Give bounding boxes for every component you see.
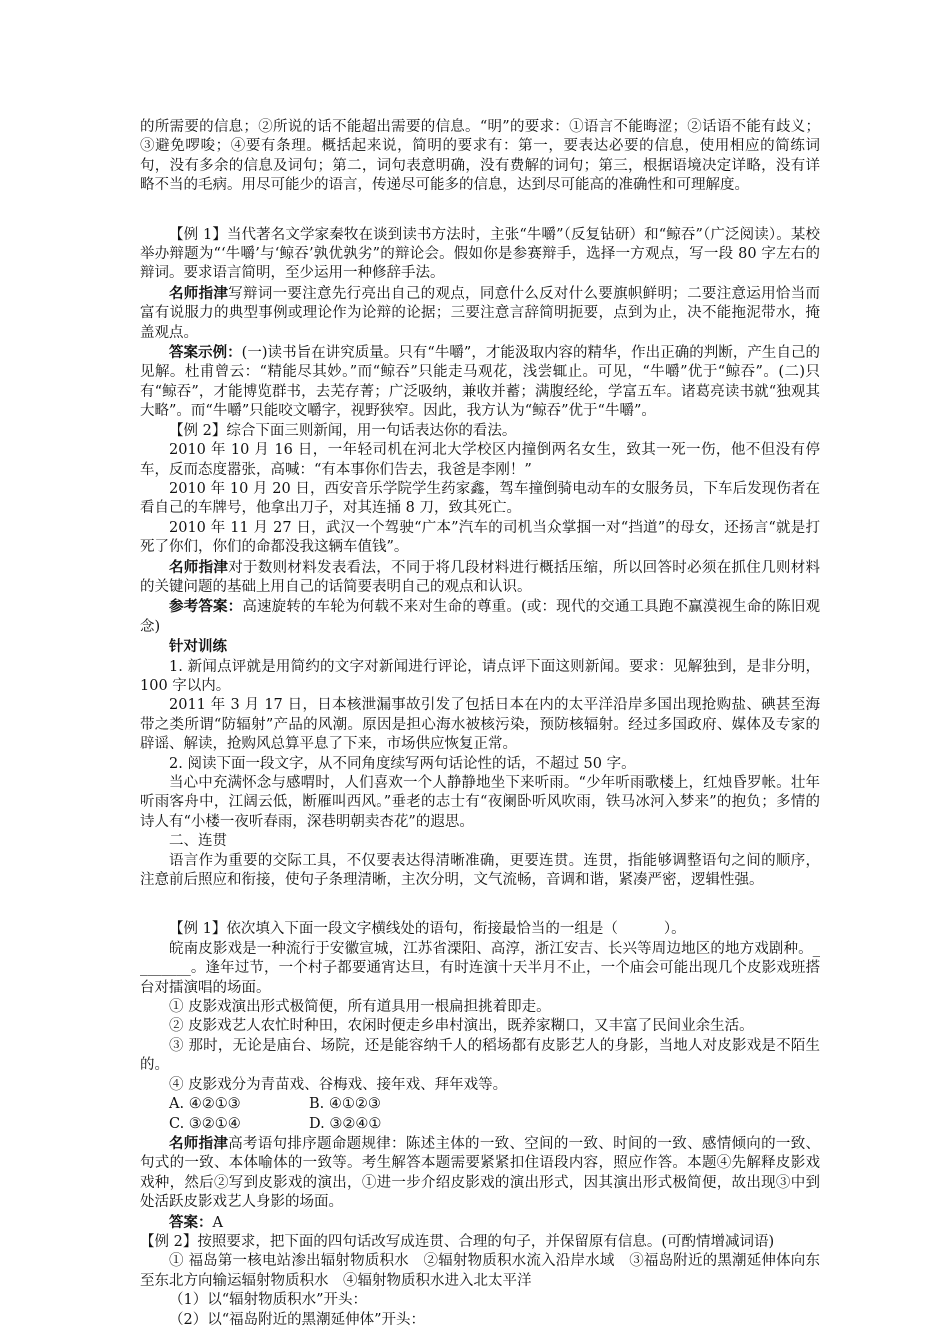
guide-label: 名师指津 — [169, 1134, 229, 1152]
option-a: A. ④②①③ — [169, 1096, 241, 1113]
example-4-items: ① 福岛第一核电站渗出辐射物质积水 ②辐射物质积水流入沿岸水域 ③福岛附近的黑潮延伸体向东至东北方向输运辐射物质积水 ④辐射物质积水进入北太平洋 — [140, 1253, 820, 1289]
example-3-passage: 皖南皮影戏是一种流行于安徽宣城，江苏省溧阳、高淳，浙江安吉、长兴等周边地区的地方戏剧种。________。逢年过节，一个村子都要通宵达旦，有时连演十天半月不止，一个庙会可能出现几个皮影戏班搭台对擂演唱的场面。 — [140, 940, 820, 996]
example-4-question: 【例 2】按照要求，把下面的四句话改写成连贯、合理的句子，并保留原有信息。(可酌情增减词语) — [140, 1233, 775, 1250]
training-question-1-news: 2011 年 3 月 17 日，日本核泄漏事故引发了包括日本在内的太平洋沿岸多国出现抢购盐、碘甚至海带之类所谓“防辐射”产品的风潮。原因是担心海水被核污染，预防核辐射。经过多国政府、媒体及专家的辟谣、解读，抢购风总算平息了下来，市场供应恢复正常。 — [140, 697, 820, 753]
training-title: 针对训练 — [169, 638, 227, 656]
answer-label: 答案示例： — [169, 344, 242, 362]
sentence-item: ④ 皮影戏分为青苗戏、谷梅戏、接年戏、拜年戏等。 — [169, 1076, 508, 1093]
example-1-label: 【例 1】 — [169, 226, 227, 243]
example-3-answer: 答案：A — [169, 1213, 223, 1231]
training-question-1: 1. 新闻点评就是用简约的文字对新闻进行评论，请点评下面这则新闻。要求：见解独到，是非分明，100 字以内。 — [140, 658, 820, 694]
news-item-3: 2010 年 11 月 27 日，武汉一个驾驶“广本”汽车的司机当众掌掴一对“挡道”的母女，还扬言“就是打死了你们，你们的命都没我这辆车值钱”。 — [140, 519, 820, 556]
sentence-item: ③ 那时，无论是庙台、场院，还是能容纳千人的稻场都有皮影艺人的身影，当地人对皮影戏是不陌生的。 — [140, 1037, 820, 1074]
option-c: C. ③②①④ — [169, 1115, 241, 1132]
sentence-item: ② 皮影戏艺人农忙时种田，农闲时便走乡串村演出，既养家糊口，又丰富了民间业余生活。 — [169, 1018, 754, 1035]
options-row-1 — [140, 1095, 820, 1114]
document-page — [140, 118, 820, 1330]
sentence-item: ① 皮影戏演出形式极简便，所有道具用一根扁担挑着即走。 — [169, 999, 551, 1016]
intro-paragraph: 的所需要的信息；②所说的话不能超出需要的信息。“明”的要求：①语言不能晦涩；②话语不能有歧义；③避免啰唆；④要有条理。概括起来说，简明的要求有：第一，要表达必要的信息，使用相应的简练词句，没有多余的信息及词句；第二，词句表意明确，没有费解的词句；第三，根据语境决定详略，没有详略不当的毛病。用尽可能少的语言，传递尽可能多的信息，达到尽可能高的准确性和可理解度。 — [140, 119, 820, 194]
answer-label: 参考答案： — [169, 598, 243, 616]
example-1-guide: 名师指津写辩词一要注意先行亮出自己的观点，同意什么反对什么要旗帜鲜明；二要注意运用恰当而富有说服力的典型事例或理论作为论辩的论据；三要注意言辞简明扼要，点到为止，决不能拖泥带水，掩盖观点。 — [140, 284, 821, 341]
training-question-2: 2. 阅读下面一段文字，从不同角度续写两句话论性的话，不超过 50 字。 — [169, 755, 636, 772]
guide-label: 名师指津 — [169, 284, 229, 302]
example-1-answer: 答案示例：(一)读书旨在讲究质量。只有“牛嚼”，才能汲取内容的精华，作出正确的判断，产生自己的见解。杜甫曾云：“精能尽其妙。”而“鲸吞”只能走马观花，浅尝辄止。可见，“牛嚼”优于“鲸吞”。(二)只有“鲸吞”，才能博览群书，去芜存菁；广泛吸纳，兼收并蓄；满腹经纶，学富五车。诸葛亮读书就“独观其大略”。而“牛嚼”只能咬文嚼字，视野狭窄。因此，我方认为“鲸吞”优于“牛嚼”。 — [140, 344, 821, 420]
example-2-answer: 参考答案：高速旋转的车轮为何载不来对生命的尊重。(或：现代的交通工具跑不赢漠视生命的陈旧观念) — [140, 598, 821, 635]
example-4-sub-1: （1）以“辐射物质积水”开头： — [169, 1292, 368, 1309]
options-row-2 — [140, 1115, 820, 1134]
example-2-guide: 名师指津对于数则材料发表看法，不同于将几段材料进行概括压缩，所以回答时必须在抓住几则材料的关键问题的基础上用自己的话简要表明自己的观点和认识。 — [140, 558, 821, 595]
example-4-sub-2: （2）以“福岛附近的黑潮延伸体”开头： — [169, 1311, 426, 1328]
option-d: D. ③②④① — [309, 1115, 382, 1132]
example-3-label: 【例 1】 — [169, 921, 227, 938]
guide-label: 名师指津 — [169, 558, 229, 576]
training-question-2-text: 当心中充满怀念与感喟时，人们喜欢一个人静静地坐下来听雨。“少年听雨歌楼上，红烛昏罗帐。壮年听雨客舟中，江阔云低，断雁叫西风。”垂老的志士有“夜阑卧听风吹雨，铁马冰河入梦来”的抱负；多情的诗人有“小楼一夜听春雨，深巷明朝卖杏花”的遐思。 — [140, 775, 820, 830]
option-b: B. ④①②③ — [309, 1096, 381, 1113]
news-item-2: 2010 年 10 月 20 日，西安音乐学院学生药家鑫，驾车撞倒骑电动车的女服务员，下车后发现伤者在看自己的车牌号，他拿出刀子，对其连捅 8 刀，致其死亡。 — [140, 480, 820, 517]
example-3-guide: 名师指津高考语句排序题命题规律：陈述主体的一致、空间的一致、时间的一致、感情倾向的一致、句式的一致、本体喻体的一致等。考生解答本题需要紧紧扣住语段内容，照应作答。本题④先解释皮影戏戏种，然后②写到皮影戏的演出，①进一步介绍皮影戏的演出形式，因其演出形式极简便，故出现③中到处活跃皮影戏艺人身影的场面。 — [140, 1134, 821, 1211]
news-item-1: 2010 年 10 月 16 日，一年轻司机在河北大学校区内撞倒两名女生，致其一死一伤，他不但没有停车，反而态度嚣张，高喊：“有本事你们告去，我爸是李刚！” — [140, 442, 820, 478]
example-4-label: 【例 2】 — [140, 1233, 198, 1250]
section-2-title: 二、连贯 — [169, 833, 227, 850]
example-2-question: 【例 2】综合下面三则新闻，用一句话表达你的看法。 — [169, 422, 517, 439]
example-1-question: 【例 1】当代著名文学家秦牧在谈到读书方法时，主张“牛嚼”（反复钻研）和“鲸吞”（广泛阅读）。某校举办辩题为“‘牛嚼’与‘鲸吞’孰优孰劣”的辩论会。假如你是参赛辩手，选择一方观点，写一段 80 字左右的辩词。要求语言简明，至少运用一种修辞手法。 — [140, 226, 820, 282]
section-2-intro: 语言作为重要的交际工具，不仅要表达得清晰准确，更要连贯。连贯，指能够调整语句之间的顺序，注意前后照应和衔接，使句子条理清晰，主次分明，文气流畅，音调和谐，紧凑严密，逻辑性强。 — [140, 852, 820, 889]
example-2-label: 【例 2】 — [169, 422, 227, 439]
example-3-question: 【例 1】依次填入下面一段文字横线处的语句，衔接最恰当的一组是（ ）。 — [169, 921, 686, 938]
answer-label: 答案： — [169, 1213, 213, 1231]
